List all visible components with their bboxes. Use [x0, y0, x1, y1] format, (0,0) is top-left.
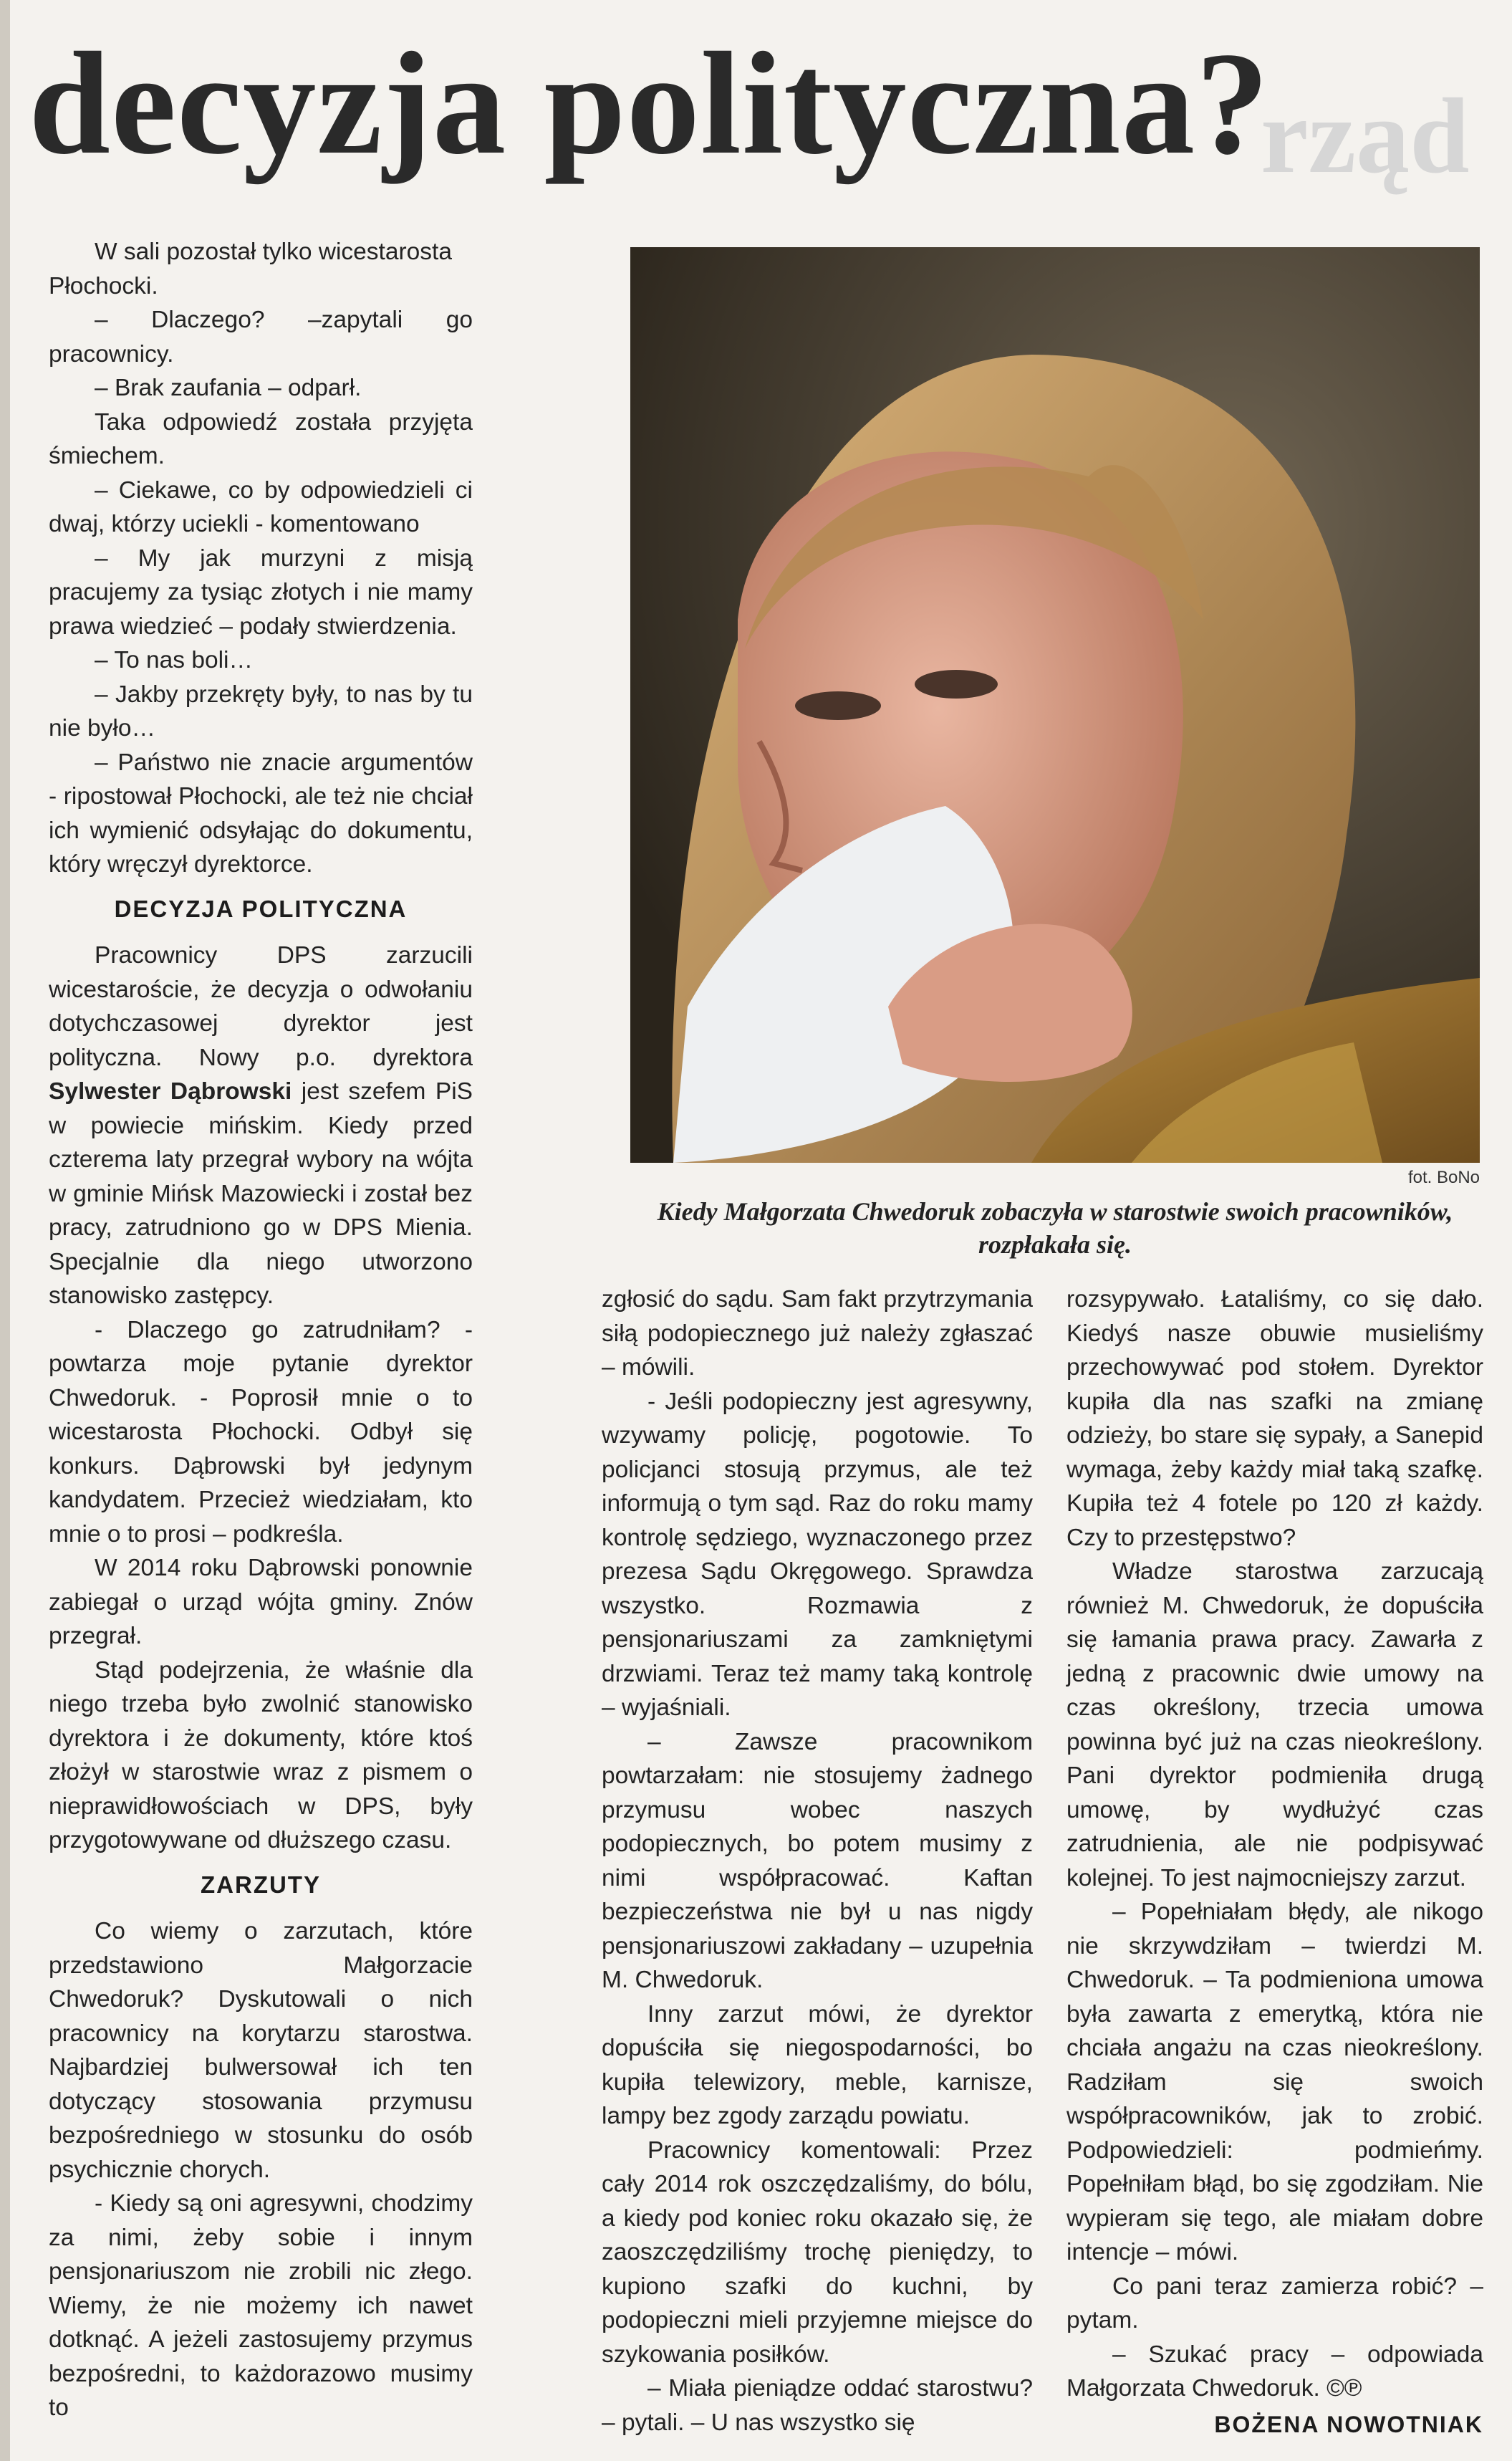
section-heading: ZARZUTY: [201, 1871, 321, 1898]
bleed-through-decoration: rząd: [1261, 79, 1470, 196]
paragraph: zgłosić do sądu. Sam fakt przytrzymania siłą podopiecznego już należy zgłaszać – mówili.: [602, 1286, 1033, 1381]
paragraph: Taka odpowiedź została przyjęta śmiechem.: [49, 408, 473, 469]
section-heading: DECYZJA POLITYCZNA: [114, 895, 408, 922]
paragraph: Pracownicy komentowali: Przez cały 2014 rok oszczędzaliśmy, do bólu, a kiedy pod koniec roku okazało się, że zaoszczędziliśmy trochę pieniędzy, to kupiono szafki do kuchni, by podopieczni mieli przyjemne miejsce do szykowania posiłków.: [602, 2136, 1033, 2368]
paragraph: – Państwo nie znacie argumentów - ripostował Płochocki, ale też nie chciał ich wymienić odsyłając do dokumentu, który wręczył dyrektorce.: [49, 749, 473, 878]
paragraph: Inny zarzut mówi, że dyrektor dopuściła się niegospodarności, bo kupiła telewizory, meble, karnisze, lampy bez zgody zarządu powiatu.: [602, 2000, 1033, 2129]
article-column-3: [1066, 1282, 1483, 2406]
paragraph: – My jak murzyni z misją pracujemy za tysiąc złotych i nie mamy prawa wiedzieć – podały stwierdzenia.: [49, 545, 473, 640]
article-column-2: [602, 1282, 1033, 2440]
paragraph: - Kiedy są oni agresywni, chodzimy za nimi, żeby sobie i innym pensjonariuszom nie zrobili nic złego. Wiemy, że nie możemy ich nawet dotknąć. A jeżeli zastosujemy przymus bezpośredni, to każdorazowo musimy to: [49, 2190, 473, 2421]
paragraph: W 2014 roku Dąbrowski ponownie zabiegał o urząd wójta gminy. Znów przegrał.: [49, 1555, 473, 1649]
paragraph: – Miała pieniądze oddać starostwu? – pytali. – U nas wszystko się: [602, 2375, 1033, 2436]
paragraph: – Popełniałam błędy, ale nikogo nie skrzywdziłam – twierdzi M. Chwedoruk. – Ta podmieniona umowa była zawarta z emerytką, która nie chciała angażu na czas nieokreślony. Radziłam się swoich współpracowników, jak to zrobić. Podpowiedzieli: podmieńmy. Popełniłam błąd, bo się zgodziłam. Nie wypieram się tego, ale miałam dobre intencje – mówi.: [1066, 1899, 1483, 2265]
caption-line: Kiedy Małgorzata Chwedoruk zobaczyła w starostwie swoich pracowników,: [657, 1197, 1453, 1226]
author-byline: BOŻENA NOWOTNIAK: [1214, 2412, 1483, 2437]
paragraph: W sali pozostał tylko wicestarosta Płochocki.: [49, 239, 452, 299]
woman-crying-photo: [630, 247, 1480, 1163]
photo-illustration: [630, 247, 1480, 1163]
paragraph: – Brak zaufania – odparł.: [95, 375, 362, 401]
headline: decyzja polityczna?: [29, 22, 1270, 185]
photo-caption: [630, 1195, 1480, 1261]
paragraph: – To nas boli…: [95, 647, 253, 673]
paragraph: Co wiemy o zarzutach, które przedstawiono Małgorzacie Chwedoruk? Dyskutowali o nich pracownicy na korytarzu starostwa. Najbardziej bulwersował ich ten dotyczący stosowania przymusu bezpośredniego w stosunku do osób psychicznie chorych.: [49, 1918, 473, 2183]
text-run: Pracownicy DPS zarzucili wicestaroście, że decyzja o odwołaniu dotychczasowej dyrektor jest polityczna. Nowy p.o. dyrektora: [49, 942, 473, 1071]
person-name: Sylwester Dąbrowski: [49, 1078, 292, 1105]
paragraph: – Jakby przekręty były, to nas by tu nie było…: [49, 681, 473, 742]
text-run: jest szefem PiS w powiecie mińskim. Kiedy przed czterema laty przegrał wybory na wójta w gminie Mińsk Mazowiecki i został bez pracy, zatrudniono go w DPS Mienia. Specjalnie dla niego utworzono stanowisko zastępcy.: [49, 1078, 473, 1309]
paragraph: rozsypywało. Łataliśmy, co się dało. Kiedyś nasze obuwie musieliśmy przechowywać pod stołem. Dyrektor kupiła dla nas szafki na zmianę odzieży, bo stare się sypały, a Sanepid wymaga, żeby każdy miał taką szafkę. Kupiła też 4 fotele po 120 zł każdy. Czy to przestępstwo?: [1066, 1286, 1483, 1551]
caption-line: rozpłakała się.: [978, 1230, 1132, 1259]
paragraph: Stąd podejrzenia, że właśnie dla niego trzeba było zwolnić stanowisko dyrektora i że dokumenty, które ktoś złożył w starostwie wraz z pismem o nieprawidłowościach w DPS, były przygotowywane od dłuższego czasu.: [49, 1656, 473, 1853]
photo-credit: fot. BoNo: [1407, 1168, 1480, 1187]
paragraph: Władze starostwa zarzucają również M. Chwedoruk, że dopuściła się łamania prawa pracy. Zawarła z jedną z pracownic dwie umowy na czas określony, trzecia umowa powinna być już na czas nieokreślony. Pani dyrektor podmieniła drugą umowę, by wydłużyć czas zatrudnienia, ale nie podpisywać kolejnej. To jest najmocniejszy zarzut.: [1066, 1558, 1483, 1891]
paragraph: [49, 939, 473, 1313]
paragraph: – Ciekawe, co by odpowiedzieli ci dwaj, którzy uciekli - komentowano: [49, 476, 473, 537]
paragraph: - Dlaczego go zatrudniłam? - powtarza moje pytanie dyrektor Chwedoruk. - Poprosił mnie o to wicestarosta Płochocki. Odbył się konkurs. Dąbrowski był jedynym kandydatem. Przecież wiedziałam, kto mnie o to prosi – podkreśla.: [49, 1316, 473, 1548]
scan-edge-line: [0, 0, 10, 2461]
paragraph: – Zawsze pracownikom powtarzałam: nie stosujemy żadnego przymusu wobec naszych podopiecznych, bo potem musimy z nimi współpracować. Kaftan bezpieczeństwa nie był u nas nigdy pensjonariuszowi zakładany – uzupełnia M. Chwedoruk.: [602, 1728, 1033, 1993]
paragraph: – Dlaczego? –zapytali go pracownicy.: [49, 307, 473, 368]
paragraph: - Jeśli podopieczny jest agresywny, wzywamy policję, pogotowie. To policjanci stosują przymus, ale też informują o tym sąd. Raz do roku mamy kontrolę sędziego, wyznaczonego przez prezesa Sądu Okręgowego. Sprawdza wszystko. Rozmawia z pensjonariuszami za zamkniętymi drzwiami. Teraz też mamy taką kontrolę – wyjaśniali.: [602, 1388, 1033, 1721]
paragraph: – Szukać pracy – odpowiada Małgorzata Chwedoruk. ©℗: [1066, 2341, 1483, 2402]
paragraph: Co pani teraz zamierza robić? – pytam.: [1066, 2273, 1483, 2333]
article-column-1: [49, 235, 473, 2425]
